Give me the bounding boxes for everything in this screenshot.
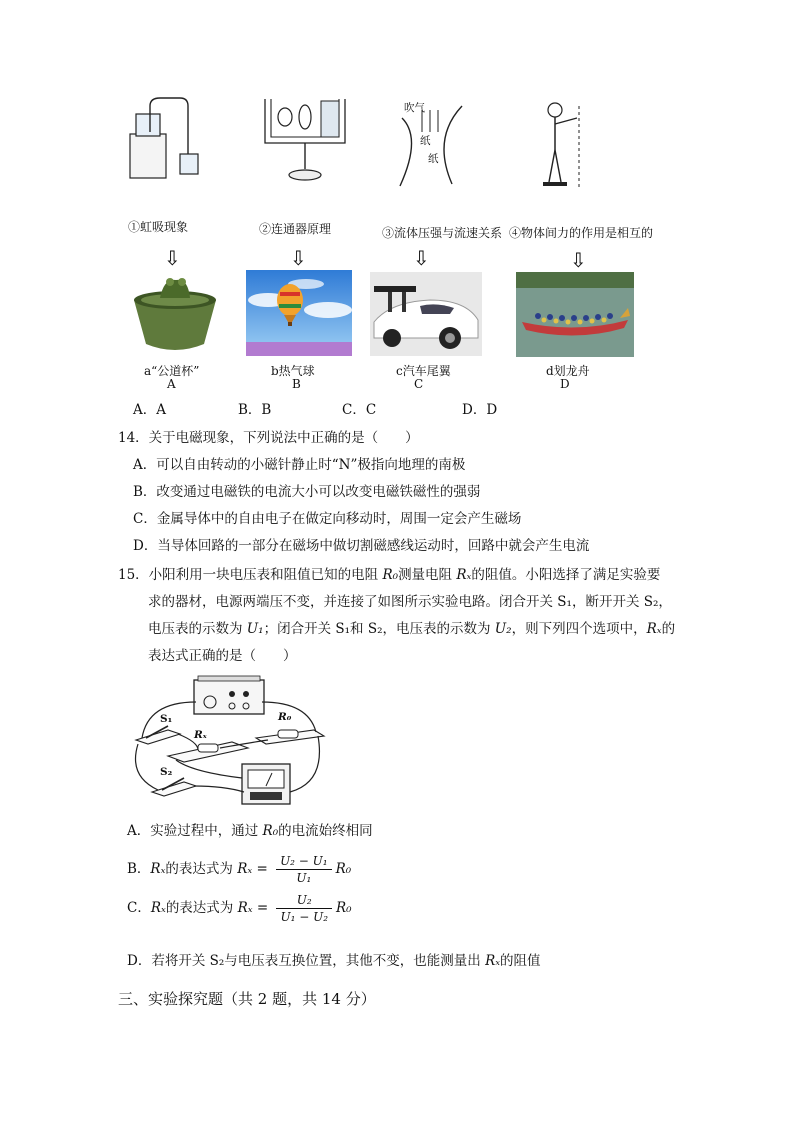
blow-label: 吹气 [404, 102, 425, 114]
communicating-vessels-diagram [255, 95, 355, 185]
photo-caption-d: d划龙舟 [546, 364, 590, 378]
q15-stem-line-2: 求的器材，电源两端压不变，并连接了如图所示实验电路。闭合开关 S₁，断开开关 S₂， [148, 594, 672, 610]
formula-fraction-c: $\frac{\text{U₂}}{\text{U₁ − U₂}}$ [276, 892, 332, 925]
q13-option-c: C．C [342, 402, 377, 418]
q13-option-d: D．D [462, 402, 498, 418]
siphon-diagram [118, 92, 218, 184]
down-arrow-icon: ⇩ [570, 248, 587, 272]
q15-stem-line-1: 15．小阳利用一块电压表和阻值已知的电阻 R₀测量电阻 Rₓ的阻值。小阳选择了满足实验要 [118, 567, 661, 583]
photo-letter-b: B [292, 377, 301, 391]
circuit-label-r0: R₀ [278, 711, 292, 723]
hot-air-balloon-photo [246, 270, 352, 356]
circuit-label-s1: S₁ [160, 713, 173, 725]
down-arrow-icon: ⇩ [413, 246, 430, 270]
var-u2: U₂ [494, 621, 512, 637]
principle-label-2: ②连通器原理 [259, 222, 332, 236]
skater-pushing-wall-diagram [535, 100, 595, 192]
q14-option-a: A．可以自由转动的小磁针静止时“N”极指向地理的南极 [133, 457, 466, 473]
paper-label-1: 纸 [420, 135, 431, 147]
circuit-label-s2: S₂ [160, 766, 173, 778]
principle-label-3: ③流体压强与流速关系 [382, 226, 503, 240]
var-r0: R₀ [382, 567, 399, 583]
q14-stem: 14．关于电磁现象，下列说法中正确的是（ ） [118, 430, 419, 446]
q14-option-c: C．金属导体中的自由电子在做定向移动时，周围一定会产生磁场 [133, 511, 522, 527]
q15-option-b: B．Rₓ的表达式为 Rₓ = $\frac{\text{U₂ − U₁}}{\text{U₁}}$ R₀ [127, 854, 352, 885]
circuit-label-rx: Rₓ [194, 729, 207, 741]
gongdao-cup-photo [130, 270, 220, 356]
var-rx: Rₓ [646, 621, 662, 637]
principle-label-4: ④物体间力的作用是相互的 [509, 226, 654, 240]
circuit-diagram [128, 672, 328, 812]
down-arrow-icon: ⇩ [290, 246, 307, 270]
principle-label-1: ①虹吸现象 [128, 220, 189, 234]
car-spoiler-photo [370, 272, 482, 356]
q15-option-c: C．Rₓ的表达式为 Rₓ = $\frac{\text{U₂}}{\text{U₁ − U₂}}$ R₀ [127, 893, 352, 924]
photo-letter-d: D [560, 377, 570, 391]
q15-stem-line-4: 表达式正确的是（ ） [148, 648, 297, 664]
dragon-boat-photo [516, 272, 634, 357]
photo-letter-a: A [167, 377, 176, 391]
q15-option-a: A．实验过程中，通过 R₀的电流始终相同 [127, 823, 373, 839]
section-3-heading: 三、实验探究题（共 2 题，共 14 分） [118, 990, 376, 1008]
photo-letter-c: C [414, 377, 424, 391]
q13-option-a: A．A [133, 402, 166, 418]
photo-caption-c: c汽车尾翼 [396, 364, 451, 378]
paper-label-2: 纸 [428, 153, 439, 165]
down-arrow-icon: ⇩ [164, 246, 181, 270]
q15-option-d: D．若将开关 S₂与电压表互换位置，其他不变，也能测量出 Rₓ的阻值 [127, 953, 541, 969]
q14-option-b: B．改变通过电磁铁的电流大小可以改变电磁铁磁性的强弱 [133, 484, 481, 500]
q14-option-d: D．当导体回路的一部分在磁场中做切割磁感线运动时，回路中就会产生电流 [133, 538, 590, 554]
photo-caption-b: b热气球 [271, 364, 315, 378]
var-u1: U₁ [246, 621, 264, 637]
photo-caption-a: a“公道杯” [144, 364, 200, 378]
q13-option-b: B．B [238, 402, 272, 418]
q15-stem-line-3: 电压表的示数为 U₁；闭合开关 S₁和 S₂，电压表的示数为 U₂，则下列四个选项中，Rₓ的 [148, 621, 676, 637]
var-rx: Rₓ [456, 567, 472, 583]
formula-fraction-b: $\frac{\text{U₂ − U₁}}{\text{U₁}}$ [276, 853, 332, 886]
